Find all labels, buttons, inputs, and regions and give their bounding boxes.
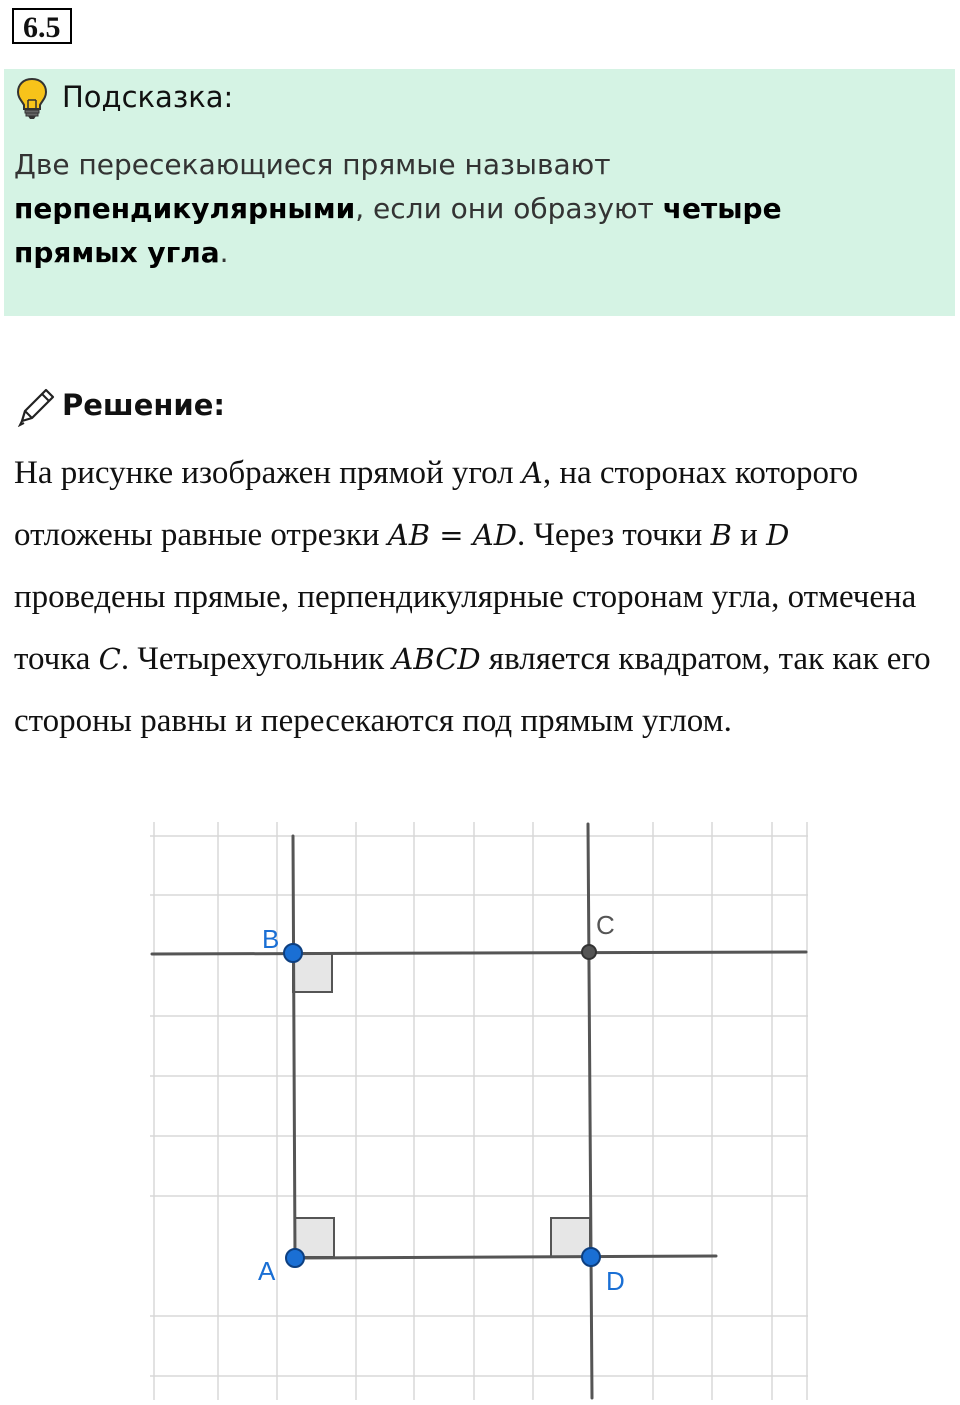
label-a: A [258,1256,276,1286]
lines [152,824,806,1398]
grid [150,822,808,1400]
point-a [286,1249,304,1267]
label-d: D [606,1266,625,1296]
label-b: B [262,924,280,954]
hint-text: Две пересекающиеся прямые называют перпендикулярными, если они образуют четыре прямых угла. [14,148,782,269]
point-b [284,944,302,962]
hint-title: Подсказка: [62,80,234,114]
right-angle-marks [293,953,590,1257]
pencil-icon [16,385,58,427]
square-figure [150,822,810,1402]
point-c [582,945,596,959]
task-number: 6.5 [12,8,72,44]
label-c: C [596,910,615,940]
solution-title: Решение: [62,388,226,422]
solution-text: На рисунке изображен прямой угол A, на сторонах которого отложены равные отрезки AB = AD. Через точки B и D проведены прямые, перпендикулярные сторонам угла, отмечена точка C. Четырехугольник ABCD является квадратом, так как его стороны равны и пересекаются под прямым углом. [14,455,931,739]
lightbulb-icon [14,76,50,120]
point-d [582,1248,600,1266]
